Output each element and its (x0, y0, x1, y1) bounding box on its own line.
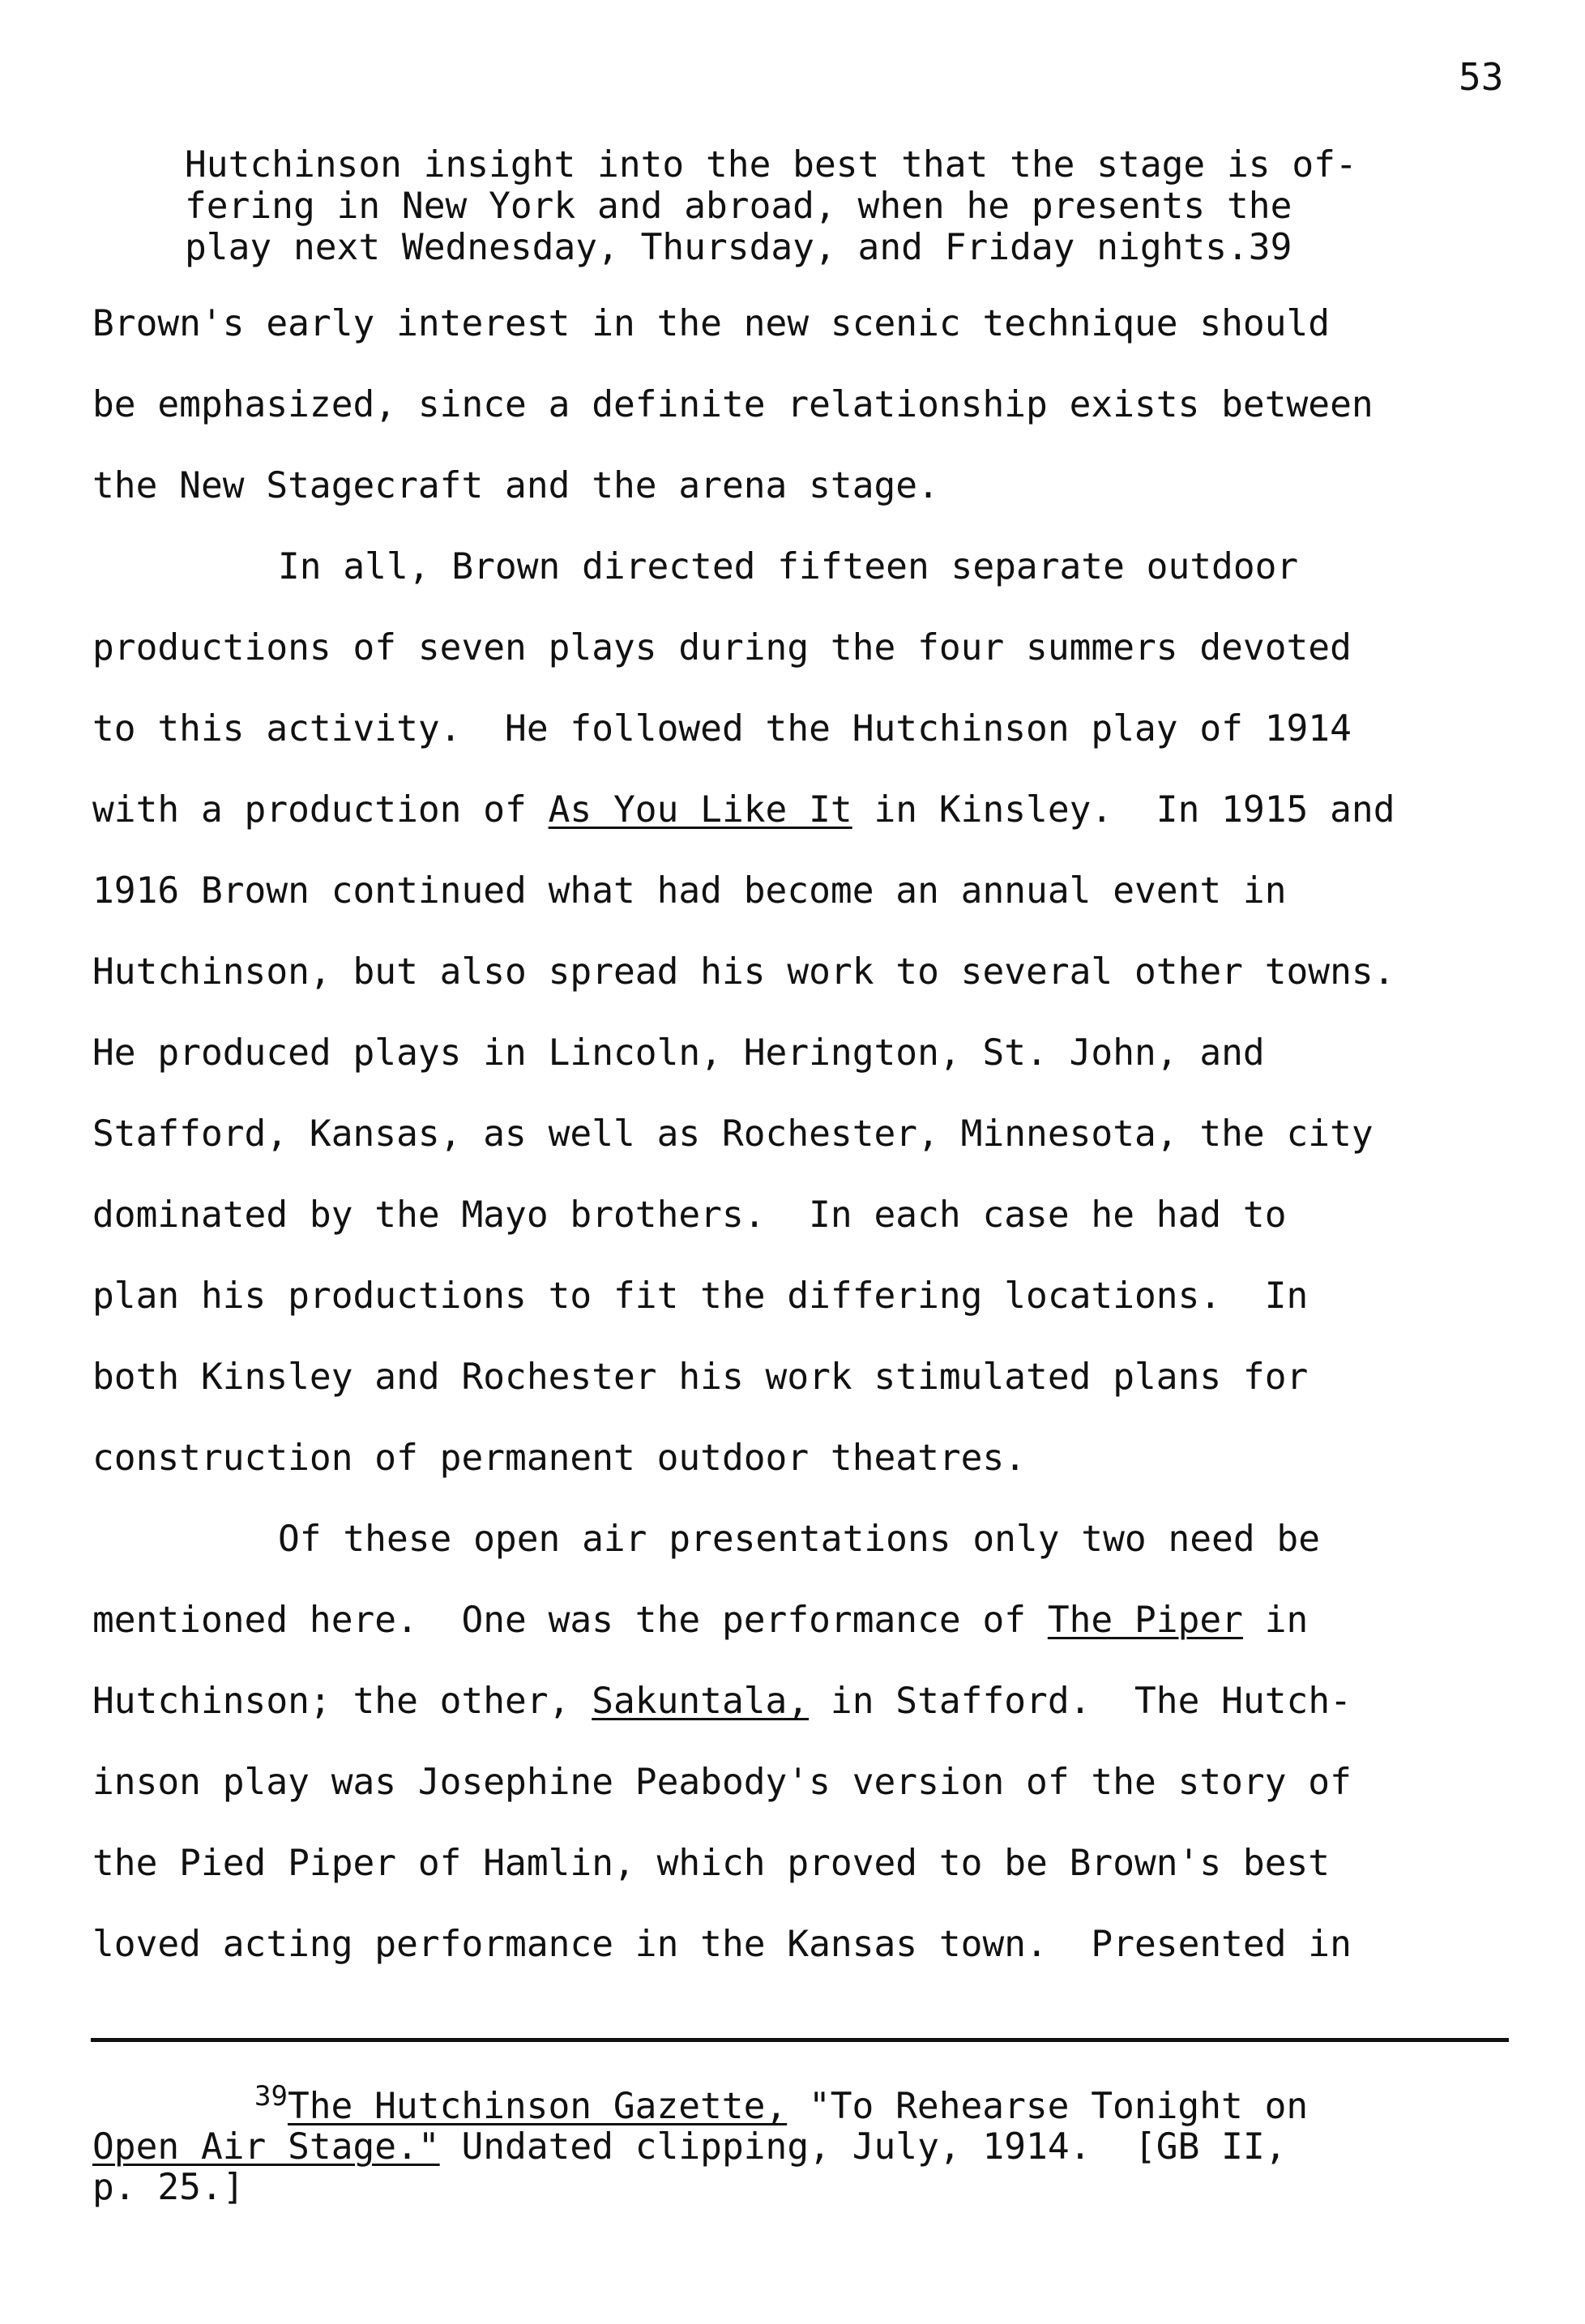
body-line: He produced plays in Lincoln, Herington, St. John, and (92, 1032, 1265, 1074)
text-segment: mentioned here. One was the performance of (92, 1600, 1048, 1641)
body-line: loved acting performance in the Kansas town. Presented in (92, 1924, 1352, 1965)
footnote-source-title: The Hutchinson Gazette, (287, 2086, 788, 2127)
body-line: In all, Brown directed fifteen separate outdoor (278, 546, 1299, 587)
body-line: both Kinsley and Rochester his work stimulated plans for (92, 1356, 1309, 1398)
footnote-text: Undated clipping, July, 1914. [GB II, (439, 2126, 1287, 2168)
body-line: be emphasized, since a definite relationship exists between (92, 384, 1374, 425)
body-line: Hutchinson, but also spread his work to several other towns. (92, 951, 1395, 993)
text-segment: in Kinsley. In 1915 and (852, 789, 1395, 831)
text-segment: in Stafford. The Hutch- (809, 1681, 1352, 1722)
body-line: Of these open air presentations only two need be (278, 1519, 1320, 1560)
play-title: As You Like It (548, 789, 852, 831)
text-segment: in (1242, 1600, 1309, 1641)
body-line: construction of permanent outdoor theatres. (92, 1438, 1027, 1479)
quote-line: Hutchinson insight into the best that the stage is of- (185, 144, 1357, 186)
quote-line: fering in New York and abroad, when he presents the (185, 186, 1292, 227)
footnote-marker: 39 (1248, 227, 1292, 268)
text-segment: Hutchinson; the other, (92, 1681, 592, 1722)
footnote-text: p. 25.] (92, 2167, 245, 2208)
body-line: productions of seven plays during the four summers devoted (92, 627, 1352, 669)
footnote-text: "To Rehearse Tonight on (787, 2086, 1309, 2127)
footnote-article-title: Open Air Stage." (92, 2126, 440, 2168)
body-line: the New Stagecraft and the arena stage. (92, 465, 939, 506)
page-number: 53 (1459, 55, 1504, 99)
body-line (92, 1600, 1309, 1641)
footnote-separator (91, 2038, 1509, 2042)
footnote-number: 39 (254, 2080, 288, 2113)
body-line: 1916 Brown continued what had become an annual event in (92, 870, 1287, 912)
text-segment: with a production of (92, 789, 549, 831)
body-line: Brown's early interest in the new scenic technique should (92, 303, 1331, 344)
body-line: to this activity. He followed the Hutchinson play of 1914 (92, 708, 1352, 750)
quote-line: play next Wednesday, Thursday, and Friday nights. (185, 227, 1249, 268)
body-line (92, 789, 1395, 831)
play-title: Sakuntala, (592, 1681, 810, 1722)
body-line: Stafford, Kansas, as well as Rochester, Minnesota, the city (92, 1113, 1374, 1155)
body-line (92, 1681, 1352, 1722)
block-quote (185, 144, 1514, 268)
footnote (92, 2080, 1519, 2208)
body-line: the Pied Piper of Hamlin, which proved to be Brown's best (92, 1843, 1331, 1884)
body-line: dominated by the Mayo brothers. In each case he had to (92, 1194, 1287, 1236)
body-line: inson play was Josephine Peabody's version of the story of (92, 1762, 1352, 1803)
body-line: plan his productions to fit the differing locations. In (92, 1275, 1309, 1317)
play-title: The Piper (1047, 1600, 1243, 1641)
